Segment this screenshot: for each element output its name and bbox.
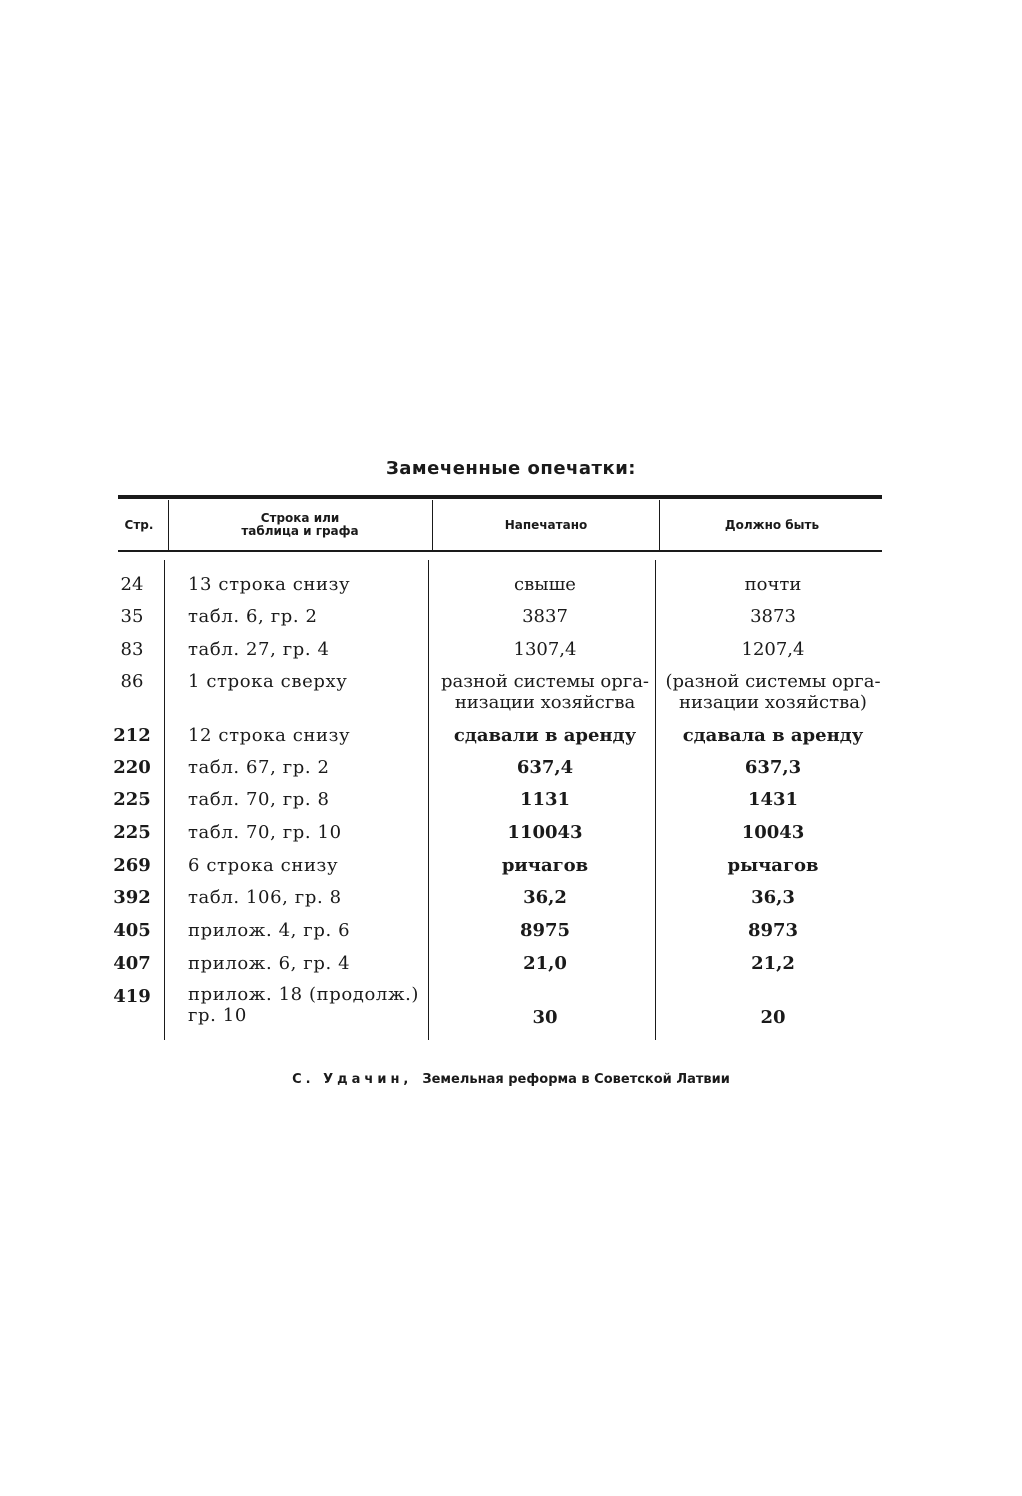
header-page: Стр. bbox=[124, 517, 154, 532]
row-printed-text: ричагов bbox=[501, 855, 589, 876]
row-printed-text: 637,4 bbox=[516, 757, 574, 778]
row-printed-text: свыше bbox=[514, 574, 576, 595]
row-correct-text: 637,3 bbox=[744, 757, 802, 778]
row-correct-text: 36,3 bbox=[751, 887, 795, 908]
table-header-rule bbox=[118, 550, 882, 552]
row-correct-text: 10043 bbox=[741, 822, 805, 843]
row-correct-text: 21,2 bbox=[751, 953, 795, 974]
row-printed-text: 3837 bbox=[522, 606, 568, 627]
row-correct-text: 20 bbox=[760, 1007, 786, 1028]
header-should-be: Должно быть bbox=[724, 517, 820, 532]
row-line-reference: 1 строка сверху bbox=[188, 671, 348, 692]
row-line-reference: табл. 6, гр. 2 bbox=[188, 606, 318, 627]
row-printed-text: 30 bbox=[532, 1007, 558, 1028]
row-line-reference: 6 строка снизу bbox=[188, 855, 339, 876]
table-top-rule bbox=[118, 495, 882, 499]
row-printed-text: 110043 bbox=[507, 822, 583, 843]
row-page-number: 407 bbox=[113, 953, 151, 974]
row-page-number: 24 bbox=[120, 574, 144, 595]
row-printed-text: разной системы орга- низации хозяйсгва bbox=[440, 671, 650, 713]
header-printed: Напечатано bbox=[504, 517, 588, 532]
row-correct-text: 1207,4 bbox=[741, 639, 805, 660]
row-correct-text: 8973 bbox=[747, 920, 799, 941]
row-correct-text: почти bbox=[744, 574, 802, 595]
row-page-number: 269 bbox=[113, 855, 151, 876]
footer bbox=[0, 1072, 1022, 1087]
row-line-reference: прилож. 4, гр. 6 bbox=[188, 920, 351, 941]
row-line-reference: табл. 70, гр. 8 bbox=[188, 789, 330, 810]
row-correct-text: (разной системы орга- низации хозяйства) bbox=[665, 671, 881, 713]
column-divider bbox=[164, 560, 165, 1040]
row-correct-text: 1431 bbox=[747, 789, 799, 810]
row-page-number: 392 bbox=[113, 887, 151, 908]
row-line-reference: прилож. 6, гр. 4 bbox=[188, 953, 351, 974]
row-page-number: 405 bbox=[113, 920, 151, 941]
row-page-number: 212 bbox=[113, 725, 151, 746]
row-printed-text: сдавали в аренду bbox=[453, 725, 637, 746]
row-line-reference: табл. 106, гр. 8 bbox=[188, 887, 342, 908]
row-page-number: 419 bbox=[113, 986, 151, 1007]
row-page-number: 225 bbox=[113, 789, 151, 810]
row-correct-text: сдавала в аренду bbox=[682, 725, 864, 746]
row-line-reference: табл. 67, гр. 2 bbox=[188, 757, 330, 778]
column-divider bbox=[168, 500, 169, 550]
column-divider bbox=[659, 500, 660, 550]
row-correct-text: 3873 bbox=[750, 606, 796, 627]
row-line-reference: 12 строка снизу bbox=[188, 725, 351, 746]
row-line-reference: прилож. 18 (продолж.) гр. 10 bbox=[188, 984, 420, 1026]
row-printed-text: 1131 bbox=[519, 789, 571, 810]
footer-book-title: Земельная реформа в Советской Латвии bbox=[422, 1072, 730, 1087]
footer-author: С. Удачин, bbox=[292, 1072, 413, 1087]
row-page-number: 86 bbox=[120, 671, 144, 692]
row-page-number: 83 bbox=[120, 639, 144, 660]
row-printed-text: 1307,4 bbox=[513, 639, 577, 660]
errata-title: Замеченные опечатки: bbox=[385, 458, 637, 479]
row-line-reference: табл. 27, гр. 4 bbox=[188, 639, 330, 660]
row-line-reference: табл. 70, гр. 10 bbox=[188, 822, 342, 843]
row-printed-text: 36,2 bbox=[523, 887, 567, 908]
column-divider bbox=[428, 560, 429, 1040]
row-page-number: 35 bbox=[120, 606, 144, 627]
row-page-number: 220 bbox=[113, 757, 151, 778]
column-divider bbox=[432, 500, 433, 550]
row-correct-text: рычагов bbox=[727, 855, 819, 876]
row-printed-text: 8975 bbox=[519, 920, 571, 941]
row-line-reference: 13 строка снизу bbox=[188, 574, 351, 595]
row-page-number: 225 bbox=[113, 822, 151, 843]
row-printed-text: 21,0 bbox=[523, 953, 567, 974]
header-line: Строка или таблица и графа bbox=[241, 511, 359, 538]
